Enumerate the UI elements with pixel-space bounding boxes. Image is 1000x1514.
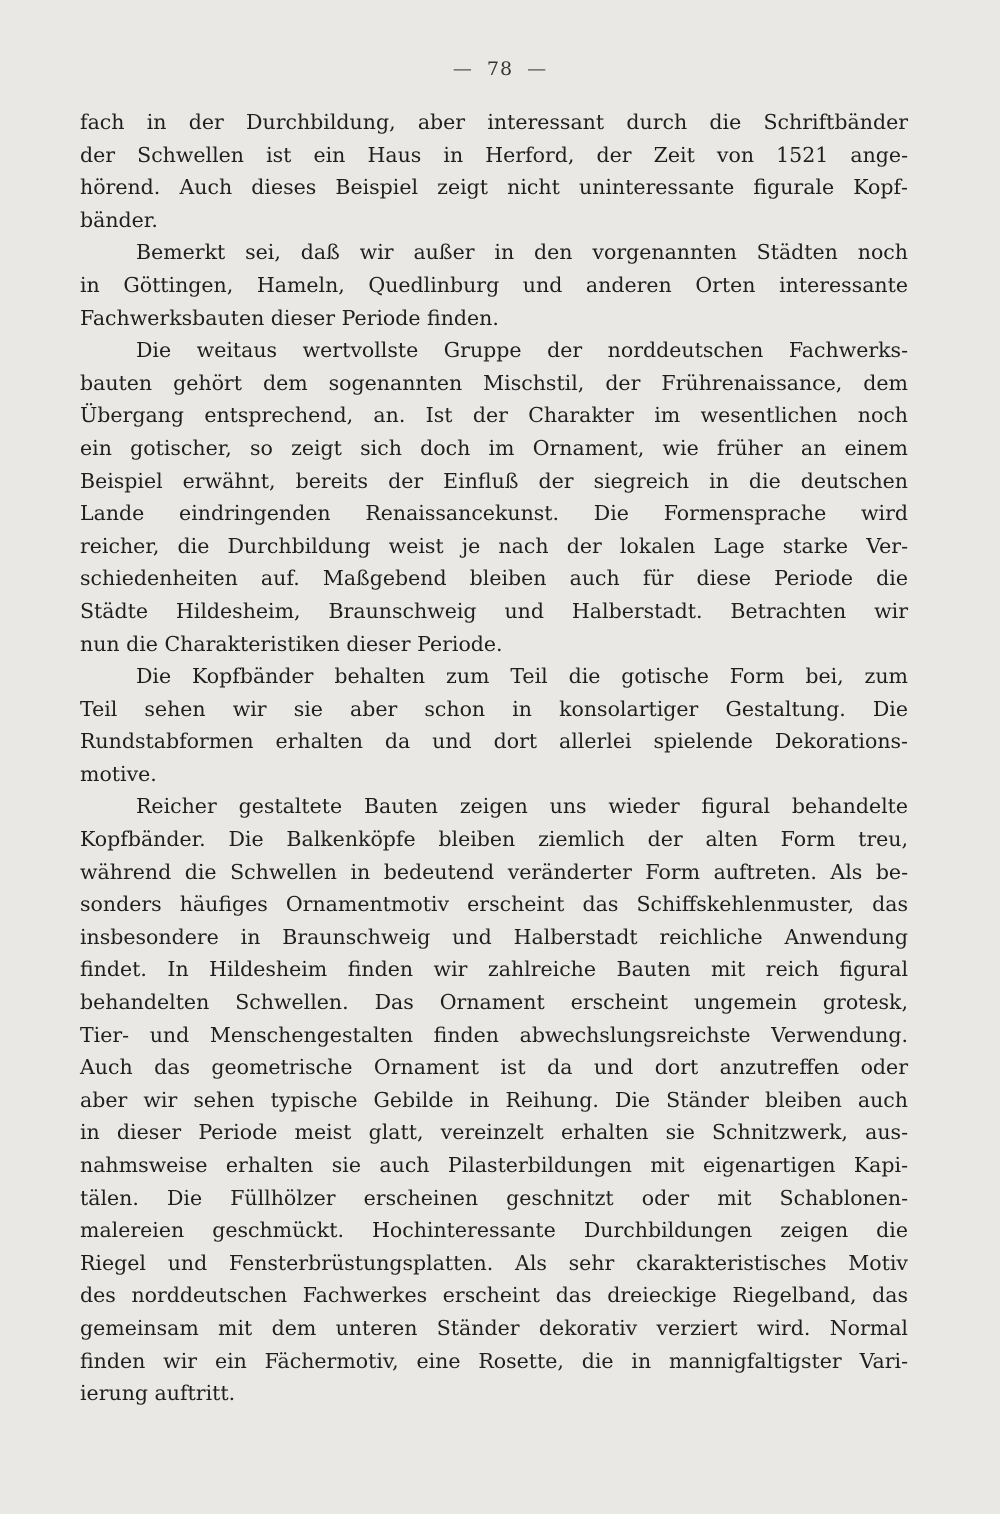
- text-line: Beispiel erwähnt, bereits der Einfluß der siegreich in die deutschen: [80, 468, 908, 493]
- text-line: Lande eindringenden Renaissancekunst. Die Formensprache wird: [80, 501, 908, 526]
- header-dash-right: —: [527, 58, 548, 80]
- text-line: finden wir ein Fächermotiv, eine Rosette, die in mannigfaltigster Vari‐: [80, 1348, 908, 1373]
- text-line: Übergang entsprechend, an. Ist der Charakter im wesentlichen noch: [80, 403, 908, 428]
- text-line: ierung auftritt.: [80, 1381, 236, 1406]
- text-line: insbesondere in Braunschweig und Halberstadt reichliche Anwendung: [80, 924, 908, 949]
- text-line: reicher, die Durchbildung weist je nach der lokalen Lage starke Ver‐: [80, 533, 908, 558]
- header-dash-left: —: [452, 58, 473, 80]
- text-line: tälen. Die Füllhölzer erscheinen geschnitzt oder mit Schablonen‐: [80, 1185, 908, 1210]
- page-header: [0, 58, 1000, 80]
- text-line: aber wir sehen typische Gebilde in Reihung. Die Ständer bleiben auch: [80, 1087, 908, 1112]
- page-number: 78: [486, 58, 514, 80]
- text-line: der Schwellen ist ein Haus in Herford, der Zeit von 1521 ange‐: [80, 142, 908, 167]
- text-line: Die weitaus wertvollste Gruppe der norddeutschen Fachwerks‐: [136, 338, 908, 363]
- text-line: des norddeutschen Fachwerkes erscheint das dreieckige Riegelband, das: [80, 1283, 908, 1308]
- text-line: nahmsweise erhalten sie auch Pilasterbildungen mit eigenartigen Kapi‐: [80, 1153, 908, 1177]
- text-line: Auch das geometrische Ornament ist da und dort anzutreffen oder: [80, 1055, 908, 1080]
- text-line: während die Schwellen in bedeutend veränderter Form auftreten. Als be‐: [80, 859, 908, 884]
- text-line: Reicher gestaltete Bauten zeigen uns wieder figural behandelte: [136, 794, 908, 819]
- text-line: Städte Hildesheim, Braunschweig und Halberstadt. Betrachten wir: [80, 598, 908, 623]
- text-line: Kopfbänder. Die Balkenköpfe bleiben ziemlich der alten Form treu,: [80, 827, 908, 852]
- text-line: hörend. Auch dieses Beispiel zeigt nicht uninteressante figurale Kopf‐: [80, 175, 908, 200]
- text-line: bänder.: [80, 207, 158, 232]
- text-line: in dieser Periode meist glatt, vereinzelt erhalten sie Schnitzwerk, aus‐: [80, 1120, 908, 1145]
- body-text: [80, 106, 908, 1410]
- text-line: Tier‐ und Menschengestalten finden abwechslungsreichste Verwendung.: [80, 1022, 908, 1047]
- text-line: Teil sehen wir sie aber schon in konsolartiger Gestaltung. Die: [80, 696, 908, 721]
- text-line: Fachwerksbauten dieser Periode finden.: [80, 305, 499, 330]
- text-line: Bemerkt sei, daß wir außer in den vorgenannten Städten noch: [136, 240, 908, 265]
- text-line: gemeinsam mit dem unteren Ständer dekorativ verziert wird. Normal: [80, 1315, 908, 1340]
- text-line: fach in der Durchbildung, aber interessant durch die Schriftbänder: [80, 110, 908, 134]
- text-line: schiedenheiten auf. Maßgebend bleiben auch für diese Periode die: [80, 566, 908, 591]
- text-line: nun die Charakteristiken dieser Periode.: [80, 631, 503, 656]
- text-line: Riegel und Fensterbrüstungsplatten. Als sehr ckarakteristisches Motiv: [80, 1250, 908, 1275]
- text-line: behandelten Schwellen. Das Ornament erscheint ungemein grotesk,: [80, 990, 908, 1015]
- text-line: motive.: [80, 761, 157, 786]
- text-line: Die Kopfbänder behalten zum Teil die gotische Form bei, zum: [136, 664, 908, 689]
- text-line: findet. In Hildesheim finden wir zahlreiche Bauten mit reich figural: [80, 957, 908, 982]
- text-line: in Göttingen, Hameln, Quedlinburg und anderen Orten interessante: [80, 272, 908, 297]
- text-line: malereien geschmückt. Hochinteressante Durchbildungen zeigen die: [80, 1218, 908, 1243]
- text-line: bauten gehört dem sogenannten Mischstil, der Frührenaissance, dem: [80, 370, 908, 395]
- text-line: Rundstabformen erhalten da und dort allerlei spielende Dekorations‐: [80, 729, 908, 754]
- text-line: sonders häufiges Ornamentmotiv erscheint das Schiffskehlenmuster, das: [80, 892, 908, 917]
- text-line: ein gotischer, so zeigt sich doch im Ornament, wie früher an einem: [80, 435, 908, 460]
